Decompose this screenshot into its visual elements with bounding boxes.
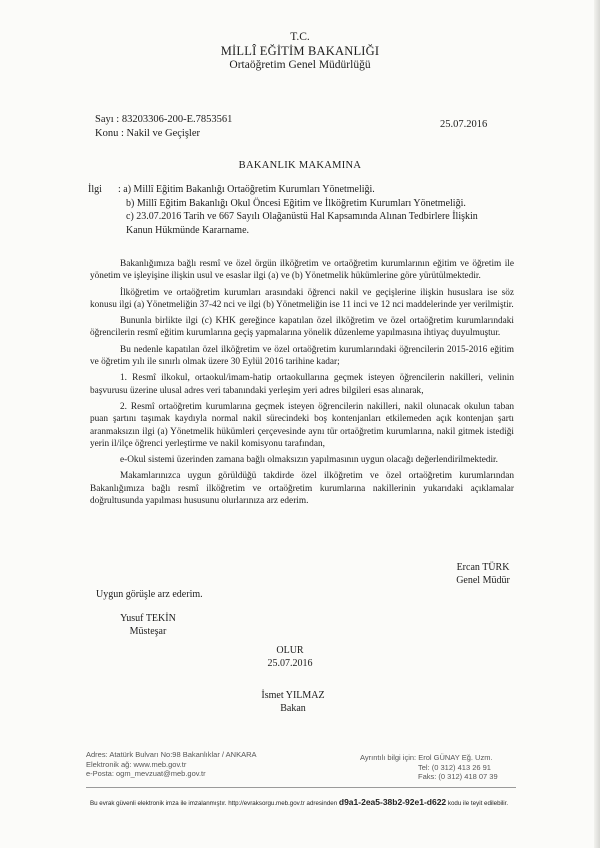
footer-info-person: Ayrıntılı bilgi için: Erol GÜNAY Eğ. Uzm.: [360, 753, 493, 762]
konu-value: : Nakil ve Geçişler: [120, 128, 200, 139]
advisor-block: [108, 612, 188, 638]
minister-title: Bakan: [280, 703, 306, 714]
body-paragraph: Makamlarınızca uygun görüldüğü takdirde özel ilköğretim ve özel ortaöğretim kurumlarından Bakanlığımıza bağlı resmî ilköğretim ve ortaöğretim kurumlarına nakillerinin yukarıdaki açıklamalar doğrultusunda yapılması hususunu olurlarınıza arz ederim.: [90, 471, 514, 507]
verification-line: [90, 797, 530, 807]
approval-note: Uygun görüşle arz ederim.: [96, 589, 203, 600]
konu-label: Konu: [95, 128, 119, 139]
body-paragraph: e-Okul sistemi üzerinden zamana bağlı olmaksızın yapılmasının uygun olacağı değerlendirilmektedir.: [120, 455, 498, 466]
reference-item: c) 23.07.2016 Tarih ve 667 Sayılı Olağanüstü Hal Kapsamında Alınan Tedbirlere İlişkin: [126, 211, 478, 222]
references-list: [118, 183, 548, 237]
minister-name: İsmet YILMAZ: [261, 690, 325, 701]
body-paragraph: 1. Resmî ilkokul, ortaokul/imam-hatip ortaokullarına geçmek isteyen öğrencilerin nakilleri, velinin başvurusu üzerine ulusal adres veri tabanındaki yerleşim yeri adres bilgileri esas alınarak,: [90, 373, 514, 396]
document-title: BAKANLIK MAKAMINA: [238, 160, 362, 171]
body-paragraph: Bakanlığımıza bağlı resmî ve özel örgün ilköğretim ve ortaöğretim kurumlarının eğitim ve öğretim ile yönetim ve işleyişine ilişkin usul ve esaslar ilgi (a) ve (b) Yönetmelik hükümlerine göre yürütülmektedir.: [90, 259, 514, 282]
olur-date: 25.07.2016: [267, 658, 313, 669]
advisor-title: Müsteşar: [129, 626, 167, 637]
footer-divider: [86, 787, 516, 788]
footer-address: Adres: Atatürk Bulvarı No:98 Bakanlıklar / ANKARA: [86, 750, 257, 759]
olur-block: [250, 644, 330, 670]
signatory-block: [438, 561, 528, 587]
footer-info: [360, 753, 498, 782]
olur-label: OLUR: [276, 645, 304, 656]
document-body: [90, 258, 514, 511]
ministry-name: MİLLÎ EĞİTİM BAKANLIĞI: [220, 44, 380, 58]
footer-email: e-Posta: ogm_mevzuat@meb.gov.tr: [86, 769, 206, 778]
sayi-value: : 83203306-200-E.7853561: [116, 114, 233, 125]
body-paragraph: İlköğretim ve ortaöğretim kurumları arasındaki öğrenci nakil ve geçişlerine ilişkin hususlara ise söz konusu ilgi (a) Yönetmeliğin 37-42 nci ve ilgi (b) Yönetmeliğin ise 11 inci ve 12 nci maddelerinde yer verilmiştir.: [90, 287, 514, 310]
footer-tel: Tel: (0 312) 413 26 91: [418, 762, 491, 772]
signatory-name: Ercan TÜRK: [456, 562, 510, 573]
body-paragraph: Bu nedenle kapatılan özel ilköğretim ve özel ortaöğretim kurumlarındaki öğrencilerin 2015-2016 eğitim ve öğretim yılı ile sınırlı olmak üzere 30 Eylül 2016 tarihine kadar;: [90, 344, 514, 368]
body-paragraph: Bununla birlikte ilgi (c) KHK gereğince kapatılan özel ilköğretim ve özel ortaöğretim kurumlarındaki öğrencilerin resmî eğitim kurumlarına geçiş yapmalarına yönelik düzenleme yapılmasına ihtiyaç duyulmuştur.: [90, 316, 514, 339]
sayi-label: Sayı: [95, 114, 114, 125]
minister-block: [248, 689, 338, 715]
reference-item: Kanun Hükmünde Kararname.: [126, 224, 250, 236]
document-header: [0, 30, 600, 72]
footer-web: Elektronik ağ: www.meb.gov.tr: [86, 759, 187, 769]
reference-item: : a) Millî Eğitim Bakanlığı Ortaöğretim Kurumları Yönetmeliği.: [118, 184, 375, 195]
references-label: İlgi: [88, 184, 102, 195]
signatory-title: Genel Müdür: [456, 575, 510, 586]
reference-item: b) Millî Eğitim Bakanlığı Okul Öncesi Eğitim ve İlköğretim Kurumları Yönetmeliği.: [126, 197, 466, 209]
country-label: T.C.: [290, 31, 310, 43]
page-edge-shadow: [594, 0, 600, 848]
document-date: 25.07.2016: [440, 119, 488, 130]
footer-fax: Faks: (0 312) 418 07 39: [418, 772, 498, 781]
footer-contact: [86, 750, 257, 779]
verification-code: d9a1-2ea5-38b2-92e1-d622: [338, 797, 447, 807]
konu-line: [95, 128, 200, 139]
sayi-line: [95, 114, 232, 125]
advisor-name: Yusuf TEKİN: [120, 613, 176, 624]
directorate-name: Ortaöğretim Genel Müdürlüğü: [229, 59, 371, 71]
verification-suffix: kodu ile teyit edilebilir.: [447, 800, 509, 807]
body-paragraph: 2. Resmî ortaöğretim kurumlarına geçmek isteyen öğrencilerin nakilleri, nakil olunacak okulun taban puan şartını taşımak kaydıyla normal nakil sürecindeki boş kontenjanları etkilemeden açık kontenjan şartı aranmaksızın ilgi (a) Yönetmelik hükümleri çerçevesinde aynı tür ortaöğretim kurumlarına, nakil gitmek istediği yerin il/ilçe öğrenci yerleştirme ve nakil komisyonu tarafından,: [90, 401, 514, 449]
verification-prefix: Bu evrak güvenli elektronik imza ile imzalanmıştır. http://evraksorgu.meb.gov.tr adresinden: [90, 800, 338, 807]
